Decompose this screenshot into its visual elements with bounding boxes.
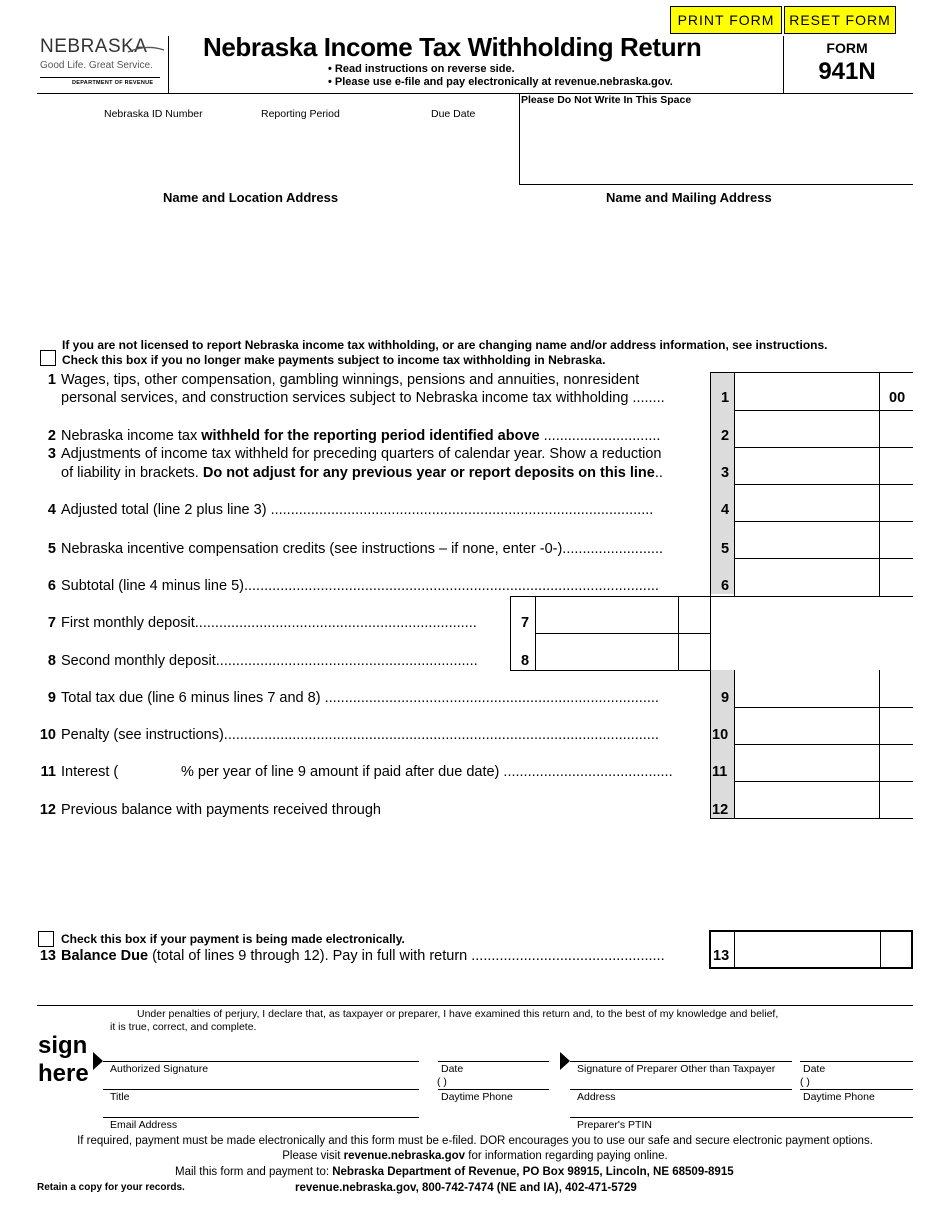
box-num-11: 11 bbox=[712, 764, 728, 780]
logo-dept: DEPARTMENT OF REVENUE bbox=[72, 80, 154, 86]
nebraska-id-label: Nebraska ID Number bbox=[104, 108, 203, 120]
date-label: Date bbox=[441, 1063, 464, 1075]
page-title: Nebraska Income Tax Withholding Return bbox=[203, 32, 702, 62]
line-3-input[interactable] bbox=[735, 448, 878, 484]
retain-copy-note: Retain a copy for your records. bbox=[37, 1182, 185, 1193]
box-num-3: 3 bbox=[721, 465, 730, 481]
box-num-12: 12 bbox=[712, 802, 729, 818]
box-num-13: 13 bbox=[713, 948, 730, 964]
line-10-input[interactable] bbox=[735, 708, 878, 744]
line-7-input[interactable] bbox=[536, 597, 677, 633]
reporting-period-label: Reporting Period bbox=[261, 108, 340, 120]
line-9-text: Total tax due (line 6 minus lines 7 and 8) ................................................................................... bbox=[61, 690, 659, 706]
address-field[interactable] bbox=[570, 1104, 913, 1118]
line-5-text: Nebraska incentive compensation credits (see instructions – if none, enter -0-)......................... bbox=[61, 541, 664, 557]
line-6-number: 6 bbox=[47, 578, 56, 594]
line-5-number: 5 bbox=[47, 541, 56, 557]
line-11-number: 11 bbox=[40, 764, 56, 780]
here-label: here bbox=[38, 1060, 89, 1087]
box-num-2: 2 bbox=[721, 428, 730, 444]
electronic-payment-label: Check this box if your payment is being made electronically. bbox=[61, 932, 405, 946]
taxpayer-date-field[interactable] bbox=[438, 1040, 549, 1060]
line-11-text-b: % per year of line 9 amount if paid after due date) .......................................... bbox=[181, 764, 673, 780]
preparer-arrow-icon bbox=[560, 1052, 570, 1070]
box-num-8: 8 bbox=[521, 653, 530, 669]
line-12-input[interactable] bbox=[735, 782, 878, 818]
box-num-9: 9 bbox=[721, 690, 730, 706]
line-7-number: 7 bbox=[47, 615, 56, 631]
name-mailing-label: Name and Mailing Address bbox=[606, 190, 772, 205]
footer-line-1: If required, payment must be made electronically and this form must be e-filed. DOR encourages you to use our safe and secure electronic payment options. bbox=[77, 1135, 873, 1147]
licensed-notice: If you are not licensed to report Nebraska income tax withholding, or are changing name and/or address information, see instructions. bbox=[62, 338, 828, 352]
no-longer-notice: Check this box if you no longer make payments subject to income tax withholding in Nebraska. bbox=[62, 353, 606, 367]
box-num-5: 5 bbox=[721, 541, 730, 557]
line-12-text: Previous balance with payments received through bbox=[61, 802, 381, 818]
logo-tagline: Good Life. Great Service. bbox=[40, 60, 153, 71]
preparer-date-field[interactable] bbox=[800, 1040, 913, 1060]
line-13-input[interactable] bbox=[736, 933, 879, 965]
line-13-number: 13 bbox=[39, 948, 56, 964]
line-8-number: 8 bbox=[47, 653, 56, 669]
line-9-input[interactable] bbox=[735, 671, 878, 707]
box-num-6: 6 bbox=[721, 578, 730, 594]
line-10-text: Penalty (see instructions)............................................................................................................ bbox=[61, 727, 659, 743]
line-9-number: 9 bbox=[47, 690, 56, 706]
authorized-signature-label: Authorized Signature bbox=[110, 1063, 209, 1075]
title-field[interactable] bbox=[103, 1104, 419, 1118]
line-1-text-b: personal services, and construction services subject to Nebraska income tax withholding ........ bbox=[61, 390, 665, 406]
authorized-signature-field[interactable] bbox=[103, 1040, 419, 1060]
line-12-number: 12 bbox=[39, 802, 56, 818]
line-11-text-a: Interest ( bbox=[61, 764, 119, 780]
line-1-number: 1 bbox=[47, 372, 56, 388]
line-10-number: 10 bbox=[39, 727, 56, 743]
box-num-7: 7 bbox=[521, 615, 530, 631]
instruction-bullet-1: • Read instructions on reverse side. bbox=[328, 63, 515, 75]
logo bbox=[38, 36, 166, 92]
box-num-1: 1 bbox=[721, 390, 730, 406]
preparer-phone-label: Daytime Phone bbox=[803, 1091, 875, 1103]
perjury-statement-1: Under penalties of perjury, I declare that, as taxpayer or preparer, I have examined this return and, to the best of my knowledge and belief, bbox=[137, 1008, 779, 1020]
do-not-write-label: Please Do Not Write In This Space bbox=[521, 94, 692, 106]
form-label: FORM bbox=[826, 40, 868, 56]
line-2-number: 2 bbox=[47, 428, 56, 444]
sign-arrow-icon bbox=[93, 1052, 103, 1070]
interest-rate-input[interactable] bbox=[124, 762, 178, 782]
line-8-input[interactable] bbox=[536, 634, 677, 670]
print-form-button[interactable]: PRINT FORM bbox=[670, 6, 782, 34]
line-3-text-a: Adjustments of income tax withheld for preceding quarters of calendar year. Show a reduction bbox=[61, 446, 662, 462]
daytime-phone-label: Daytime Phone bbox=[441, 1091, 513, 1103]
line-4-text: Adjusted total (line 2 plus line 3) ............................................................................................... bbox=[61, 502, 654, 518]
line-1-text-a: Wages, tips, other compensation, gambling winnings, pensions and annuities, nonresident bbox=[61, 372, 640, 388]
perjury-statement-2: it is true, correct, and complete. bbox=[110, 1021, 257, 1033]
name-location-label: Name and Location Address bbox=[163, 190, 339, 205]
line-6-text: Subtotal (line 4 minus line 5)....................................................................................................... bbox=[61, 578, 659, 594]
email-label: Email Address bbox=[110, 1119, 178, 1131]
box-num-4: 4 bbox=[721, 502, 730, 518]
preparer-signature-field[interactable] bbox=[570, 1040, 792, 1060]
logo-state: NEBRASKA bbox=[40, 36, 148, 57]
title-label: Title bbox=[110, 1091, 130, 1103]
line-4-input[interactable] bbox=[735, 485, 878, 521]
logo-swoosh-icon bbox=[126, 42, 166, 56]
line-2-input[interactable] bbox=[735, 411, 878, 447]
line-2-text: Nebraska income tax withheld for the reporting period identified above ............................. bbox=[61, 428, 661, 444]
line-1-cents: 00 bbox=[889, 390, 906, 406]
box-num-10: 10 bbox=[712, 727, 729, 743]
preparer-signature-label: Signature of Preparer Other than Taxpayer bbox=[577, 1063, 776, 1075]
phone-paren-1: ( ) bbox=[437, 1076, 447, 1088]
preparer-date-label: Date bbox=[803, 1063, 826, 1075]
instruction-bullet-2: • Please use e-file and pay electronically at revenue.nebraska.gov. bbox=[328, 76, 673, 88]
line-7-text: First monthly deposit...................................................................... bbox=[61, 615, 477, 631]
line-13-text: Balance Due (total of lines 9 through 12). Pay in full with return ................................................ bbox=[61, 948, 665, 964]
line-5-input[interactable] bbox=[735, 522, 878, 558]
footer-line-3: Mail this form and payment to: Nebraska Department of Revenue, PO Box 98915, Lincoln, NE 68509-8915 bbox=[175, 1166, 734, 1178]
payments-through-date-input[interactable] bbox=[410, 800, 550, 820]
due-date-label: Due Date bbox=[431, 108, 476, 120]
electronic-payment-checkbox[interactable] bbox=[38, 931, 54, 947]
no-longer-checkbox[interactable] bbox=[40, 350, 56, 366]
line-11-input[interactable] bbox=[735, 745, 878, 781]
footer-line-2: Please visit revenue.nebraska.gov for information regarding paying online. bbox=[282, 1150, 668, 1162]
phone-paren-2: ( ) bbox=[800, 1076, 810, 1088]
sign-label: sign bbox=[38, 1032, 88, 1059]
line-4-number: 4 bbox=[47, 502, 56, 518]
reset-form-button[interactable]: RESET FORM bbox=[784, 6, 896, 34]
ptin-label: Preparer's PTIN bbox=[577, 1119, 652, 1131]
line-6-input[interactable] bbox=[735, 559, 878, 595]
line-8-text: Second monthly deposit................................................................. bbox=[61, 653, 478, 669]
line-3-number: 3 bbox=[47, 446, 56, 462]
footer-line-4: revenue.nebraska.gov, 800-742-7474 (NE and IA), 402-471-5729 bbox=[295, 1182, 637, 1194]
line-1-input[interactable] bbox=[735, 373, 878, 410]
form-number: 941N bbox=[818, 58, 876, 85]
address-label: Address bbox=[577, 1091, 616, 1103]
line-3-text-b: of liability in brackets. Do not adjust for any previous year or report deposits on this line.. bbox=[61, 465, 663, 481]
